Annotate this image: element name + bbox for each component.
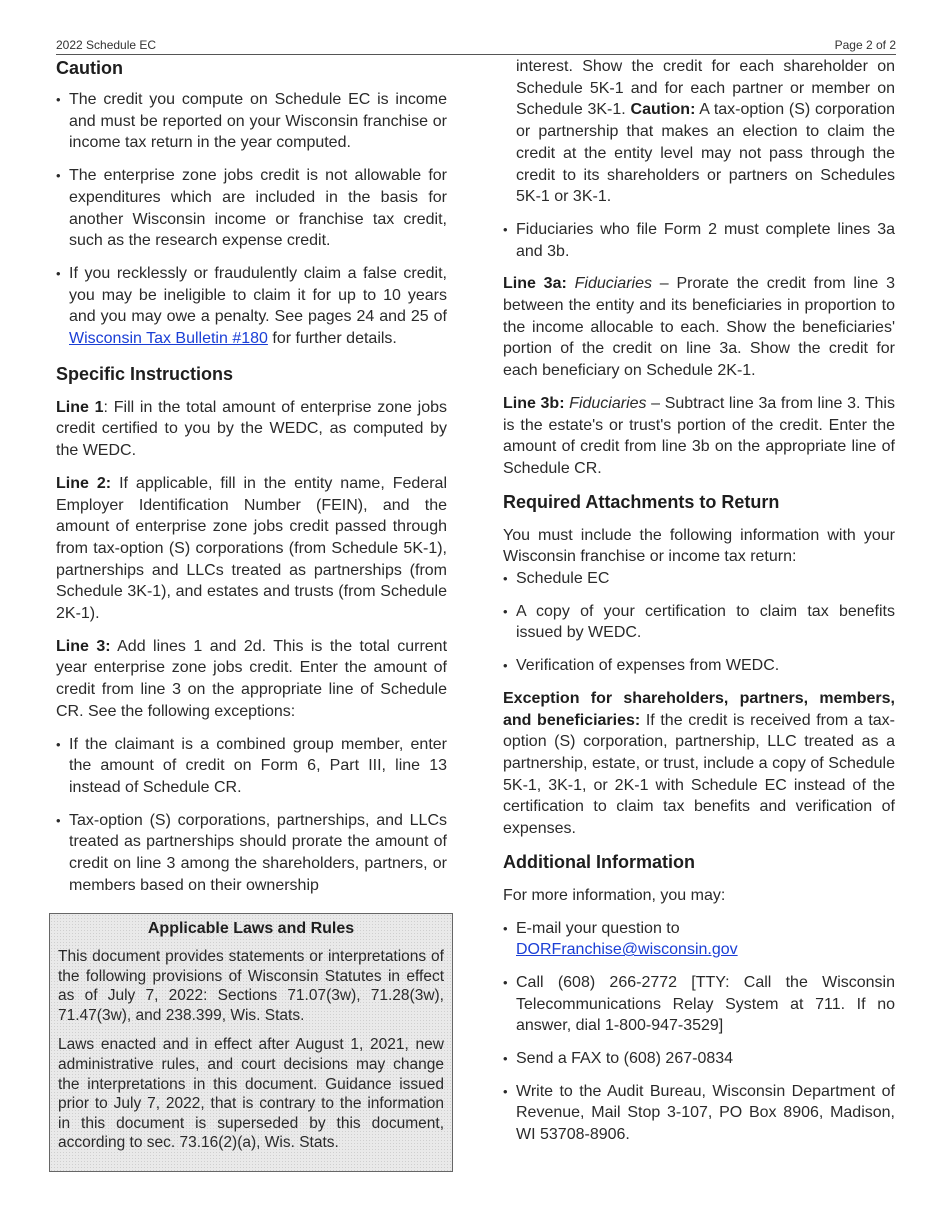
bullet-icon: • (503, 221, 508, 237)
list-item: • The enterprise zone jobs credit is not allowable for expenditures which are included in the basis for another Wisconsin income or franchise tax credit, such as the research expense credit. (56, 167, 447, 250)
bullet-icon: • (56, 168, 61, 184)
right-column (503, 56, 895, 1157)
list-item: • The credit you compute on Schedule EC is income and must be reported on your Wisconsin franchise or income tax return in the year computed. (56, 91, 447, 152)
list-item: • A copy of your certification to claim tax benefits issued by WEDC. (503, 602, 895, 642)
bullet-icon: • (503, 1051, 508, 1067)
caution-list (56, 89, 447, 350)
specific-instructions-heading: Specific Instructions (56, 363, 234, 384)
list-item: • Tax-option (S) corporations, partnerships, and LLCs treated as partnerships should prorate the amount of credit on line 3 among the shareholders, partners, or members based on their ownership (56, 811, 447, 894)
attachments-list (503, 568, 895, 677)
list-item: • Fiduciaries who file Form 2 must complete lines 3a and 3b. (503, 220, 895, 260)
fiduciary-list (503, 219, 895, 262)
email-link[interactable]: DORFranchise@wisconsin.gov (516, 941, 738, 959)
bullet-icon: • (503, 603, 508, 619)
contact-list (503, 918, 895, 1146)
line3-bullet-continuation: interest. Show the credit for each shareholder on Schedule 5K-1 and for each partner or member on Schedule 3K-1. Caution: A tax-option (S) corporation or partnership that makes an election to claim the credit at the entity level may not pass through the credit to its shareholders or partners on Schedules 5K-1 or 3K-1. (516, 58, 896, 206)
bullet-icon: • (56, 265, 61, 281)
laws-paragraph-2: Laws enacted and in effect after August 1, 2021, new administrative rules, and court decisions may change the interpretations in this document. Guidance issued prior to July 7, 2022, that is contrary to the information in this document is superseded by this document, according to sec. 73.16(2)(a), Wis. Stats. (58, 1036, 444, 1152)
line3a-paragraph: Line 3a: Fiduciaries – Prorate the credit from line 3 between the entity and its beneficiaries in proportion to the income allocable to each. Show the beneficiaries' portion of the credit on line 3a. Show the credit for each beneficiary on Schedule 2K-1. (503, 275, 896, 380)
list-item: • E-mail your question to DORFranchise@wisconsin.gov (503, 919, 738, 959)
left-column (56, 56, 447, 897)
bullet-icon: • (503, 571, 508, 587)
laws-paragraph-1: This document provides statements or interpretations of the following provisions of Wisconsin Statutes in effect as of July 7, 2022: Sections 71.07(3w), 71.28(3w), 71.47(3w), and 238.399, Wis. Stats. (58, 948, 444, 1024)
form-title: 2022 Schedule EC (56, 38, 157, 52)
bullet-icon: • (503, 974, 508, 990)
bullet-icon: • (56, 812, 61, 828)
line1-paragraph: Line 1: Fill in the total amount of enterprise zone jobs credit certified to you by the WEDC, as computed by the WEDC. (56, 398, 448, 460)
bullet-icon: • (503, 920, 508, 936)
bullet-icon: • (503, 658, 508, 674)
line2-paragraph: Line 2: If applicable, fill in the entity name, Federal Employer Identification Number (FEIN), and the amount of enterprise zone jobs credit passed through from tax-option (S) corporations (from Schedule 5K-1), partnerships and LLCs treated as partnerships (from Schedule 3K-1), and estates and trusts (from Schedule 2K-1). (56, 474, 447, 623)
bullet-icon: • (503, 1083, 508, 1099)
list-item: • Schedule EC (503, 568, 895, 590)
attachments-heading: Required Attachments to Return (503, 491, 780, 512)
caution-heading: Caution (56, 58, 123, 78)
line3-paragraph: Line 3: Add lines 1 and 2d. This is the total current year enterprise zone jobs credit. Enter the amount of credit from line 3 on the appropriate line of Schedule CR. See the following exceptions: (56, 637, 448, 720)
bullet-icon: • (56, 92, 61, 107)
page-header (56, 37, 896, 55)
line3-exceptions (56, 734, 447, 897)
list-item: • Call (608) 266-2772 [TTY: Call the Wisconsin Telecommunications Relay System at 711. If no answer, dial 1-800-947-3529] (503, 973, 895, 1035)
list-item: • If you recklessly or fraudulently claim a false credit, you may be ineligible to claim it for up to 10 years and you may owe a penalty. See pages 24 and 25 of Wisconsin Tax Bulletin #180 for further details. (56, 264, 447, 348)
bullet-icon: • (56, 736, 61, 752)
list-item: • If the claimant is a combined group member, enter the amount of credit on Form 6, Part III, line 13 instead of Schedule CR. (56, 735, 447, 796)
list-item: • Send a FAX to (608) 267-0834 (503, 1048, 895, 1070)
page-number: Page 2 of 2 (834, 38, 896, 52)
applicable-laws-box (49, 913, 453, 1172)
tax-bulletin-link[interactable]: Wisconsin Tax Bulletin #180 (69, 330, 268, 348)
list-item: • Verification of expenses from WEDC. (503, 655, 895, 677)
exception-paragraph: Exception for shareholders, partners, members, and beneficiaries: If the credit is received from a tax-option (S) corporation, partnership, LLC treated as a partnership, estate, or trust, include a copy of Schedule 5K-1, 3K-1, or 2K-1 with Schedule EC instead of the certification to claim tax benefits and verification of expenses. (503, 689, 895, 838)
additional-info-heading: Additional Information (503, 851, 695, 872)
line3b-paragraph: Line 3b: Fiduciaries – Subtract line 3a from line 3. This is the estate's or trust's portion of the credit. Enter the amount of credit from line 3b on the appropriate line of Schedule CR. (503, 394, 895, 477)
list-item: • Write to the Audit Bureau, Wisconsin Department of Revenue, Mail Stop 3-107, PO Box 8906, Madison, WI 53708-8906. (503, 1082, 895, 1144)
attachments-intro: You must include the following information with your Wisconsin franchise or income tax return: (503, 526, 895, 566)
additional-intro: For more information, you may: (503, 886, 726, 904)
laws-heading: Applicable Laws and Rules (147, 920, 355, 937)
